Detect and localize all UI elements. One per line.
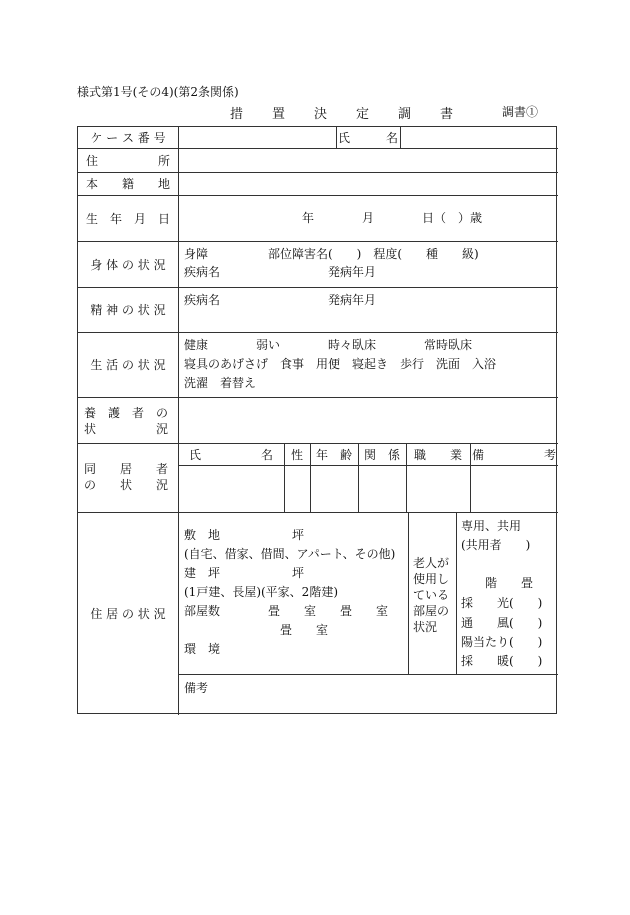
living-line-1: 健康 弱い 時々臥床 常時臥床 [184, 338, 473, 352]
housing-line-7: 環 境 [184, 642, 221, 656]
form-table [77, 126, 557, 714]
room-line-7: 陽当たり( ) [461, 635, 543, 649]
cohab-header-occupation: 職 業 [413, 447, 462, 462]
sheet-number: 調書① [502, 105, 539, 119]
cell-divider [456, 512, 457, 674]
living-condition-label: 生 活 の 状 況 [90, 358, 166, 372]
physical-condition-label: 身 体 の 状 況 [90, 257, 166, 272]
housing-line-1: 敷 地 坪 [184, 528, 305, 542]
mental-line-1: 疾病名 発病年月 [184, 293, 377, 307]
form-title: 措 置 決 定 調 書 [230, 107, 455, 122]
housing-line-4: (1戸建、長屋)(平家、2階建) [184, 585, 338, 599]
elder-room-line-3: ている [413, 588, 450, 602]
living-line-3: 洗濯 着替え [184, 376, 257, 390]
case-number-label: ケ ー ス 番 号 [90, 131, 166, 145]
cohab-header-relation: 関 係 [363, 447, 400, 462]
room-line-6: 通 風( ) [461, 616, 543, 630]
elder-room-line-2: 使用し [413, 572, 450, 586]
room-line-4: 階 畳 [461, 576, 534, 590]
room-line-1: 専用、共用 [461, 519, 522, 533]
cohab-header-name: 氏 名 [188, 447, 273, 462]
guardian-label-line-2: 状 況 [84, 422, 169, 436]
physical-line-1: 身障 部位障害名( ) 程度( 種 級) [184, 247, 479, 261]
cohabitant-label-line-1: 同 居 者 [84, 462, 169, 476]
housing-condition-label: 住 居 の 状 況 [90, 607, 166, 621]
housing-line-3: 建 坪 坪 [184, 566, 305, 580]
form-id: 様式第1号(その4)(第2条関係) [77, 85, 239, 99]
room-line-2: (共用者 ) [461, 538, 531, 552]
living-line-2: 寝具のあげさげ 食事 用便 寝起き 歩行 洗面 入浴 [184, 357, 497, 371]
guardian-label-line-1: 養 護 者 の [84, 406, 169, 420]
cohab-header-sex: 性 [290, 447, 303, 462]
registered-domicile-label: 本 籍 地 [85, 177, 170, 191]
room-line-8: 採 暖( ) [461, 654, 543, 668]
cohab-header-age: 年 齢 [315, 447, 352, 462]
cell-divider [400, 127, 401, 148]
elder-room-line-4: 部屋の [413, 604, 450, 618]
room-line-5: 採 光( ) [461, 596, 543, 610]
housing-line-5: 部屋数 畳 室 畳 室 [184, 604, 389, 618]
cell-divider [408, 512, 409, 674]
housing-line-6: 畳 室 [184, 623, 329, 637]
row-line [178, 674, 558, 675]
elder-room-line-5: 状況 [413, 620, 438, 634]
physical-line-2: 疾病名 発病年月 [184, 265, 377, 279]
cohabitant-label-line-2: の 状 況 [84, 478, 169, 492]
housing-line-2: (自宅、借家、借間、アパート、その他) [184, 547, 396, 561]
mental-condition-label: 精 神 の 状 況 [90, 303, 166, 317]
cohab-header-remarks: 備 考 [471, 447, 556, 462]
elder-room-line-1: 老人が [413, 556, 450, 570]
housing-remarks-label: 備考 [184, 681, 209, 695]
birth-date-value: 年 月 日（ ）歳 [302, 211, 483, 225]
row-line [178, 465, 558, 466]
name-label: 氏 名 [337, 131, 398, 145]
row-line [78, 397, 558, 398]
birth-date-label: 生 年 月 日 [85, 211, 170, 226]
address-label: 住 所 [85, 153, 170, 168]
label-divider [178, 127, 179, 715]
